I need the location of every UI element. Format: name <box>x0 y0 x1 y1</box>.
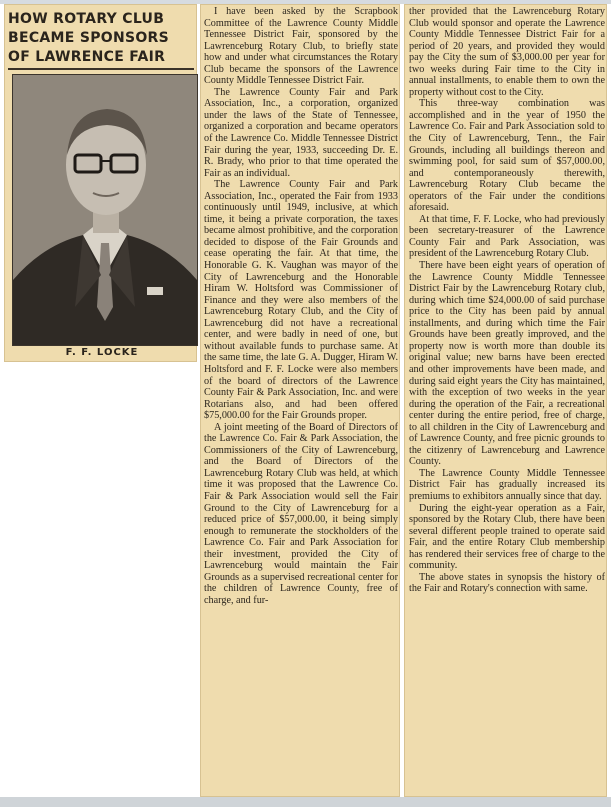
headline-line: BECAME SPONSORS <box>8 30 170 46</box>
scanner-bottom-edge <box>0 797 611 807</box>
portrait-image <box>13 75 197 345</box>
article-paragraph: The Lawrence County Fair and Park Association, Inc., operated the Fair from 1933 continuously until 1949, inclusive, at which time, it being a private corporation, the taxes became almost prohibitive, and the corporation decided to dispose of the Fair Grounds and cease operating the fair. At that time, the Honorable G. K. Vaughan was mayor of the City of Lawrenceburg and the Honorable Hiram W. Holtsford was Commissioner of Finance and they were also members of the Lawrenceburg Rotary Club, and the City of Lawrenceburg did not have a recreational center, and were badly in need of one, but without available funds to purchase same. At the same time, the late G. A. Dugger, Hiram W. Holtsford and F. F. Locke were also members of the board of directors of the Lawrence County Fair & Park Association, Inc. and were Rotarians also, and had been offered $75,000.00 for the Fair Grounds proper. <box>204 179 398 422</box>
headline-rule <box>8 68 194 70</box>
headline <box>8 10 196 67</box>
article-paragraph: The Lawrence County Middle Tennessee District Fair has gradually increased its premiums to exhibitors annually since that day. <box>409 467 605 502</box>
portrait-photo <box>12 74 198 346</box>
headline-clipping <box>4 4 197 362</box>
article-paragraph: A joint meeting of the Board of Directors of the Lawrence Co. Fair & Park Association, the Commissioners of the City of Lawrenceburg, and the Board of Directors of the Lawrenceburg Rotary Club was held, at which time it was proposed that the Lawrence Co. Fair & Park Association would sell the Fair Ground to the City of Lawrenceburg for a reduced price of $57,000.00, it being simply enough to remunerate the stockholders of the Lawrence Co. Fair and Park Association for their investment, provided the City of Lawrenceburg would maintain the Fair Grounds as a supervised recreational center for the children of Lawrence County, free of charge, and fur- <box>204 421 398 606</box>
photo-caption: F. F. LOCKE <box>65 347 139 358</box>
article-paragraph: At that time, F. F. Locke, who had previously been secretary-treasurer of the Lawrence County Fair and Park Association, was president of the Lawrenceburg Rotary Club. <box>409 213 605 260</box>
headline-line: HOW ROTARY CLUB <box>8 11 165 27</box>
article-paragraph: During the eight-year operation as a Fair, sponsored by the Rotary Club, there have been several different people trained to operate said Fair, and the entire Rotary Club membership has rendered their services free of charge to the community. <box>409 502 605 572</box>
article-paragraph: This three-way combination was accomplished and in the year of 1950 the Lawrence Co. Fair and Park Association sold to the City of Lawrenceburg, Tenn., the Fair Grounds, including all buildings thereon and swimming pool, for said sum of $57,000.00, and contemporaneously therewith, Lawrenceburg Rotary Club became the operators of the Fair under the conditions aforesaid. <box>409 98 605 214</box>
article-paragraph: ther provided that the Lawrenceburg Rotary Club would sponsor and operate the Lawrence County Middle Tennessee District Fair for a period of 20 years, and provided they would pay the City the sum of $3,000.00 per year for two weeks during Fair time to the City in annual installments, to enable them to own the property without cost to the City. <box>409 6 605 98</box>
headline-line: OF LAWRENCE FAIR <box>8 49 166 65</box>
article-column-right <box>409 6 605 595</box>
article-paragraph: The Lawrence County Fair and Park Association, Inc., a corporation, organized under the laws of the State of Tennessee, organized a corporation and became operators of the Lawrence Co. Middle Tennessee District Fair during the year, 1933, succeeding Dr. E. R. Brady, who prior to that time operated the Fair as an individual. <box>204 86 398 179</box>
article-column-middle <box>204 6 398 606</box>
article-paragraph: I have been asked by the Scrapbook Committee of the Lawrence County Middle Tennessee District Fair, sponsored by the Lawrenceburg Rotary Club, to briefly state how and under what circumstances the Rotary Club became the sponsors of the Lawrence County Middle Tennessee District Fair. <box>204 6 398 87</box>
article-paragraph: There have been eight years of operation of the Lawrence County Middle Tennessee District Fair by the Lawrenceburg Rotary club, during which time $24,000.00 of said purchase price to the City has been paid by annual installments, and during which time the Fair Grounds have been greatly improved, and the property now is worth more than double its original value; new barns have been erected and other improvements have been made, and during said eight years the City has maintained, with the exception of two weeks in the year during the operation of the Fair, a recreational center during the entire period, free of charge, to all children in the City of Lawrenceburg and of Lawrence County, and free picnic grounds to the citizenry of Lawrenceburg and Lawrence County. <box>409 260 605 468</box>
article-paragraph: The above states in synopsis the history of the Fair and Rotary's connection with same. <box>409 571 605 595</box>
